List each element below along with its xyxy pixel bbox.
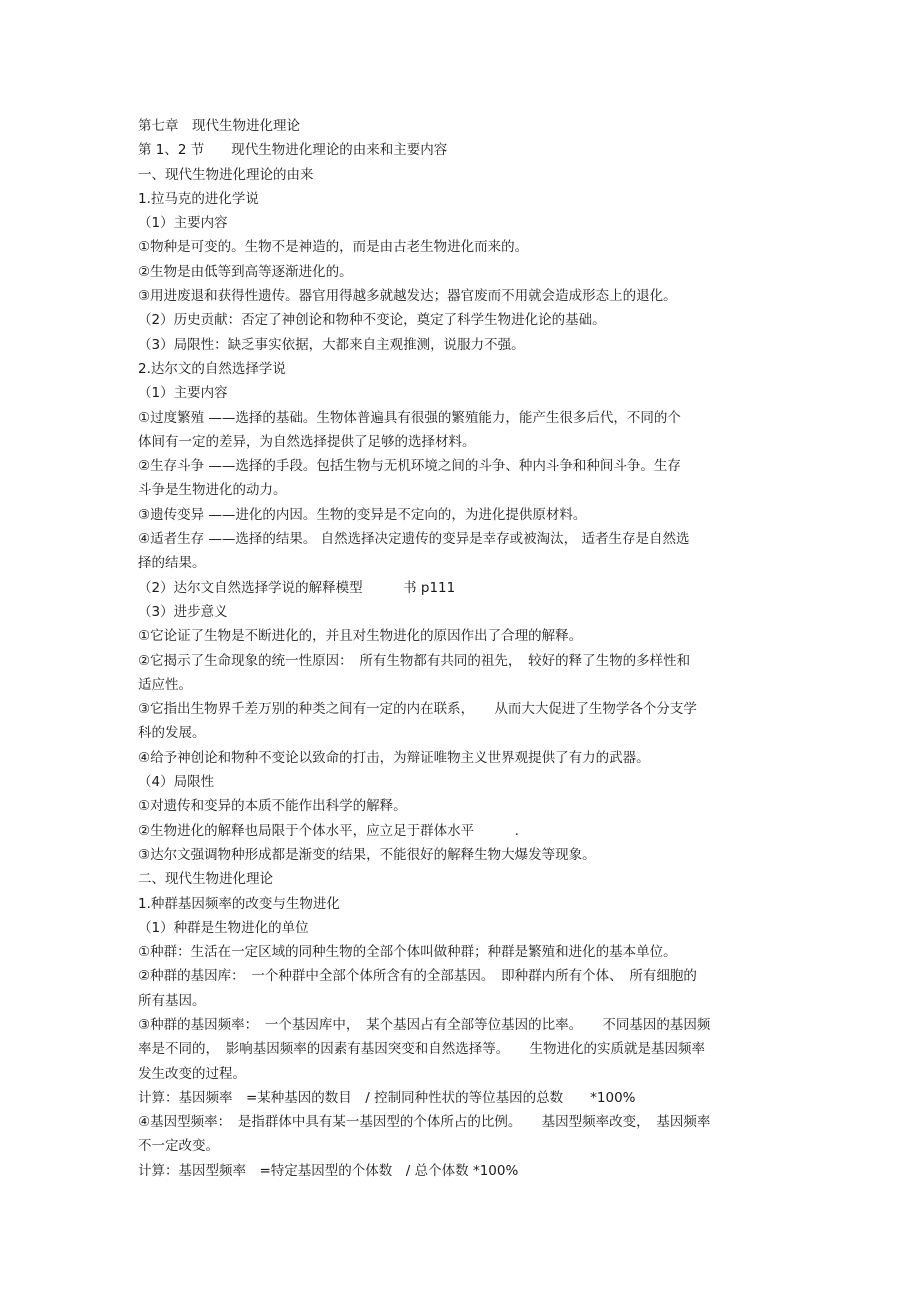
- text-line: ②种群的基因库： 一个种群中全部个体所含有的全部基因。 即种群内所有个体、 所有细胞的: [138, 968, 697, 985]
- text-line: 适应性。: [138, 676, 192, 693]
- chapter-title: 第七章 现代生物进化理论: [138, 118, 300, 134]
- text-line: ④适者生存 ——选择的结果。 自然选择决定遗传的变异是幸存或被淘汰， 适者生存是自然选: [138, 531, 690, 548]
- text-line: （3）进步意义: [138, 603, 228, 620]
- document-body: [138, 114, 788, 1183]
- subheading-population: 1.种群基因频率的改变与生物进化: [138, 895, 340, 912]
- text-line: 斗争是生物进化的动力。: [138, 482, 287, 499]
- text-line: ④基因型频率： 是指群体中具有某一基因型的个体所占的比例。 基因型频率改变， 基因频率: [138, 1114, 711, 1131]
- text-line: ①它论证了生物是不断进化的，并且对生物进化的原因作出了合理的解释。: [138, 628, 583, 645]
- text-line: ②生物进化的解释也局限于个体水平，应立足于群体水平 .: [138, 822, 519, 839]
- text-line: （3）局限性：缺乏事实依据，大都来自主观推测，说服力不强。: [138, 336, 525, 353]
- text-line: 所有基因。: [138, 992, 206, 1009]
- text-line: （2）历史贡献：否定了神创论和物种不变论，奠定了科学生物进化论的基础。: [138, 312, 606, 329]
- text-line: （2）达尔文自然选择学说的解释模型 书 p111: [138, 579, 456, 596]
- subheading-lamarck: 1.拉马克的进化学说: [138, 190, 259, 207]
- subheading-darwin: 2.达尔文的自然选择学说: [138, 360, 286, 377]
- text-line: ①种群：生活在一定区域的同种生物的全部个体叫做种群；种群是繁殖和进化的基本单位。: [138, 944, 677, 961]
- text-line: ③遗传变异 ——进化的内因。生物的变异是不定向的，为进化提供原材料。: [138, 506, 587, 523]
- text-line: ②生物是由低等到高等逐渐进化的。: [138, 263, 353, 280]
- formula-gene-frequency: 计算：基因频率 =某种基因的数目 / 控制同种性状的等位基因的总数 *100%: [138, 1089, 636, 1106]
- text-line: 体间有一定的差异，为自然选择提供了足够的选择材料。: [138, 433, 476, 450]
- text-line: （1）种群是生物进化的单位: [138, 919, 309, 936]
- text-line: 不一定改变。: [138, 1138, 219, 1155]
- text-line: ①对遗传和变异的本质不能作出科学的解释。: [138, 798, 407, 815]
- text-line: （1）主要内容: [138, 215, 228, 232]
- text-line: 发生改变的过程。: [138, 1065, 246, 1082]
- section-title: 第 1、2 节 现代生物进化理论的由来和主要内容: [138, 142, 448, 159]
- text-line: （1）主要内容: [138, 385, 228, 402]
- text-line: ①物种是可变的。生物不是神造的，而是由古老生物进化而来的。: [138, 239, 529, 256]
- text-line: ①过度繁殖 ——选择的基础。生物体普遍具有很强的繁殖能力，能产生很多后代，不同的个: [138, 409, 681, 426]
- text-line: ③它指出生物界千差万别的种类之间有一定的内在联系， 从而大大促进了生物学各个分支学: [138, 701, 697, 718]
- text-line: （4）局限性: [138, 774, 215, 791]
- heading-2: 二、现代生物进化理论: [138, 871, 273, 888]
- text-line: ③达尔文强调物种形成都是渐变的结果，不能很好的解释生物大爆发等现象。: [138, 846, 596, 863]
- text-line: ③用进废退和获得性遗传。器官用得越多就越发达；器官废而不用就会造成形态上的退化。: [138, 288, 677, 305]
- text-line: 科的发展。: [138, 725, 206, 742]
- formula-genotype-frequency: 计算：基因型频率 =特定基因型的个体数 / 总个体数 *100%: [138, 1162, 519, 1179]
- text-line: ②生存斗争 ——选择的手段。包括生物与无机环境之间的斗争、种内斗争和种间斗争。生存: [138, 458, 681, 475]
- text-line: 率是不同的， 影响基因频率的因素有基因突变和自然选择等。 生物进化的实质就是基因频率: [138, 1041, 705, 1058]
- text-line: ②它揭示了生命现象的统一性原因： 所有生物都有共同的祖先， 较好的释了生物的多样性和: [138, 652, 691, 669]
- text-line: 择的结果。: [138, 555, 206, 572]
- text-line: ③种群的基因频率： 一个基因库中， 某个基因占有全部等位基因的比率。 不同基因的基因频: [138, 1016, 711, 1033]
- text-line: ④给予神创论和物种不变论以致命的打击，为辩证唯物主义世界观提供了有力的武器。: [138, 749, 650, 766]
- heading-1: 一、现代生物进化理论的由来: [138, 166, 314, 183]
